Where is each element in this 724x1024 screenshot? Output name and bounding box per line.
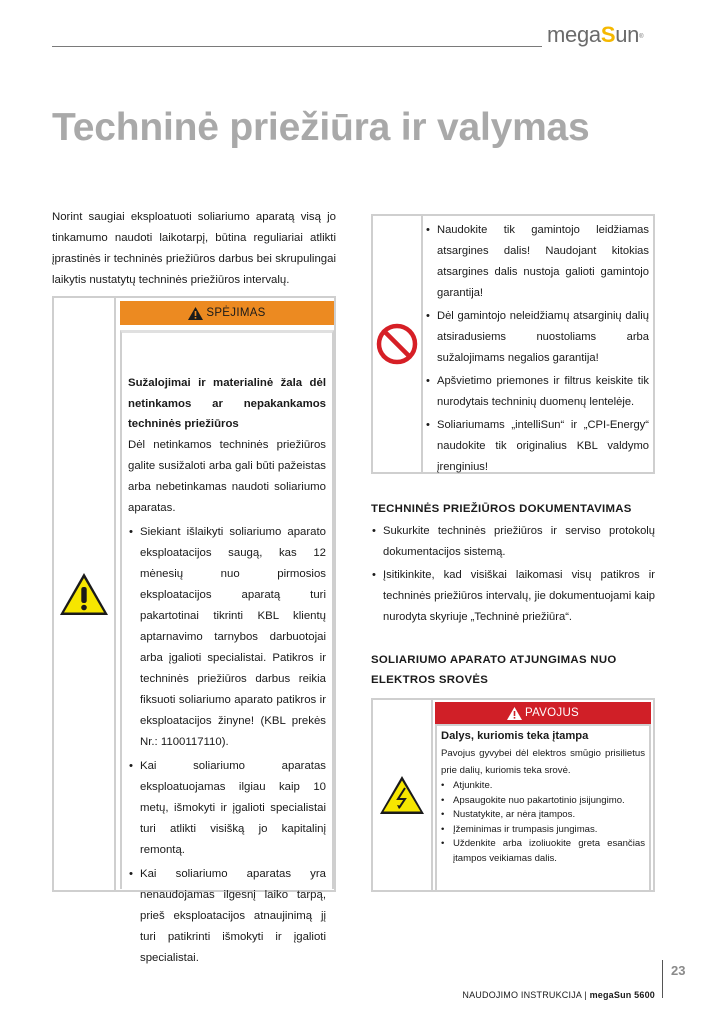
logo-prefix: mega (547, 22, 601, 47)
danger-banner (435, 702, 651, 724)
warning-icon-cell (54, 298, 116, 890)
footer-doc-label: NAUDOJIMO INSTRUKCIJA (462, 990, 582, 1000)
documentation-heading: TECHNINĖS PRIEŽIŪROS DOKUMENTAVIMAS (371, 503, 632, 515)
megasun-logo (547, 22, 643, 48)
footer-separator: | (584, 990, 587, 1000)
documentation-list (371, 521, 655, 628)
spare-parts-item: • Soliariumams „intelliSun“ ir „CPI-Energy“ naudokite tik originalius KBL valdymo įrenginius! (425, 415, 649, 478)
page-title: Techninė priežiūra ir valymas (52, 106, 590, 149)
spare-parts-item: • Apšvietimo priemones ir filtrus keiskite tik nurodytais techninių duomenų lentelėje. (425, 371, 649, 413)
warning-triangle-icon (59, 572, 109, 616)
danger-banner-label: PAVOJUS (524, 707, 580, 719)
warning-heading: Sužalojimai ir materialinė žala dėl netinkamos ar nepakankamos techninės priežiūros (128, 377, 326, 430)
documentation-item: • Įsitikinkite, kad visiškai laikomasi visų patikros ir techninės priežiūros intervalų, jie dokumentuojami kaip nurodyta skyriuje „Techninė priežiūra“. (371, 565, 655, 628)
prohibition-icon (376, 323, 418, 365)
documentation-item: • Sukurkite techninės priežiūros ir serviso protokolų dokumentacijos sistemą. (371, 521, 655, 563)
warning-list-item: • Kai soliariumo aparatas eksploatuojamas ilgiau kaip 10 metų, išmokyti ir įgalioti specialistai turi atlikti visišką jo kapitalinį remontą. (128, 756, 326, 861)
danger-list-item: • Apsaugokite nuo pakartotinio įsijungimo. (441, 794, 645, 809)
alert-triangle-icon (188, 307, 203, 320)
danger-list-item: • Uždenkite arba izoliuokite greta esančias įtampos veikiamas dalis. (441, 837, 645, 866)
warning-list-item: • Kai soliariumo aparatas yra nenaudojamas ilgesnį laiko tarpą, prieš eksploatacijos atnaujinimą jį turi patikrinti išmokyti ir įgalioti specialistai. (128, 864, 326, 969)
danger-list (441, 779, 645, 866)
warning-list (128, 522, 326, 969)
disconnect-heading: SOLIARIUMO APARATO ATJUNGIMAS NUO ELEKTROS SROVĖS (371, 654, 617, 686)
danger-heading: Dalys, kuriomis teka įtampa (441, 730, 589, 742)
spare-parts-notice (371, 214, 655, 474)
logo-suffix: un (615, 22, 640, 47)
danger-content (433, 700, 653, 890)
danger-notice (371, 698, 655, 892)
header-rule (52, 46, 542, 47)
spare-parts-item: • Naudokite tik gamintojo leidžiamas atsargines dalis! Naudojant kitokias atsargines dalis nustoja galioti gamintojo garantija! (425, 220, 649, 304)
prohibition-icon-cell (373, 216, 423, 472)
warning-text: Dėl netinkamos techninės priežiūros galite susižaloti arba gali būti pažeistas arba nebetinkamas naudoti soliariumo aparatas. (128, 438, 326, 514)
danger-list-item: • Nustatykite, ar nėra įtampos. (441, 808, 645, 823)
danger-list-item: • Įžeminimas ir trumpasis jungimas. (441, 823, 645, 838)
warning-notice (52, 296, 336, 964)
spare-parts-item: • Dėl gamintojo neleidžiamų atsarginių dalių atsiradusiems nuostoliams arba sužalojimams negalios garantija! (425, 306, 649, 369)
warning-list-item: • Siekiant išlaikyti soliariumo aparato eksploatacijos saugą, kas 12 mėnesių nuo pirmosios eksploatacijos aparatą turi pakartotinai tikrinti KBL klientų aptarnavimo tarnybos darbuotojai arba įgalioti specialistai. Patikros ir techninės priežiūros darbus reikia fiksuoti soliariumo aparato patikros ir eksploatacijos žinyne! (KBL prekės Nr.: 1100117110). (128, 522, 326, 753)
spare-parts-list (425, 220, 649, 478)
alert-triangle-icon (507, 707, 522, 720)
warning-body (120, 330, 334, 964)
danger-body (435, 724, 651, 890)
danger-icon-cell (373, 700, 433, 890)
right-column (371, 214, 655, 892)
electric-hazard-icon (379, 775, 425, 815)
footer-text (462, 990, 655, 1000)
page-number: 23 (671, 963, 686, 978)
intro-paragraph: Norint saugiai eksploatuoti soliariumo aparatą visą jo tinkamumo naudoti laikotarpį, būtina reguliariai atlikti įprastinės ir techninės priežiūros darbus bei skrupulingai laikytis nustatytų techninės priežiūros intervalų. (52, 211, 336, 286)
danger-list-item: • Atjunkite. (441, 779, 645, 794)
footer-rule (662, 960, 663, 998)
logo-s: S (600, 22, 616, 47)
logo-registered: ® (639, 34, 644, 40)
footer-model: megaSun 5600 (589, 990, 655, 1000)
danger-text: Pavojus gyvybei dėl elektros smūgio prisilietus prie dalių, kuriomis teka srovė. (441, 748, 645, 776)
left-column (52, 207, 336, 964)
warning-content (116, 298, 334, 964)
warning-banner (120, 301, 334, 325)
spare-parts-content (423, 216, 653, 472)
warning-banner-label: SPĖJIMAS (206, 307, 266, 319)
